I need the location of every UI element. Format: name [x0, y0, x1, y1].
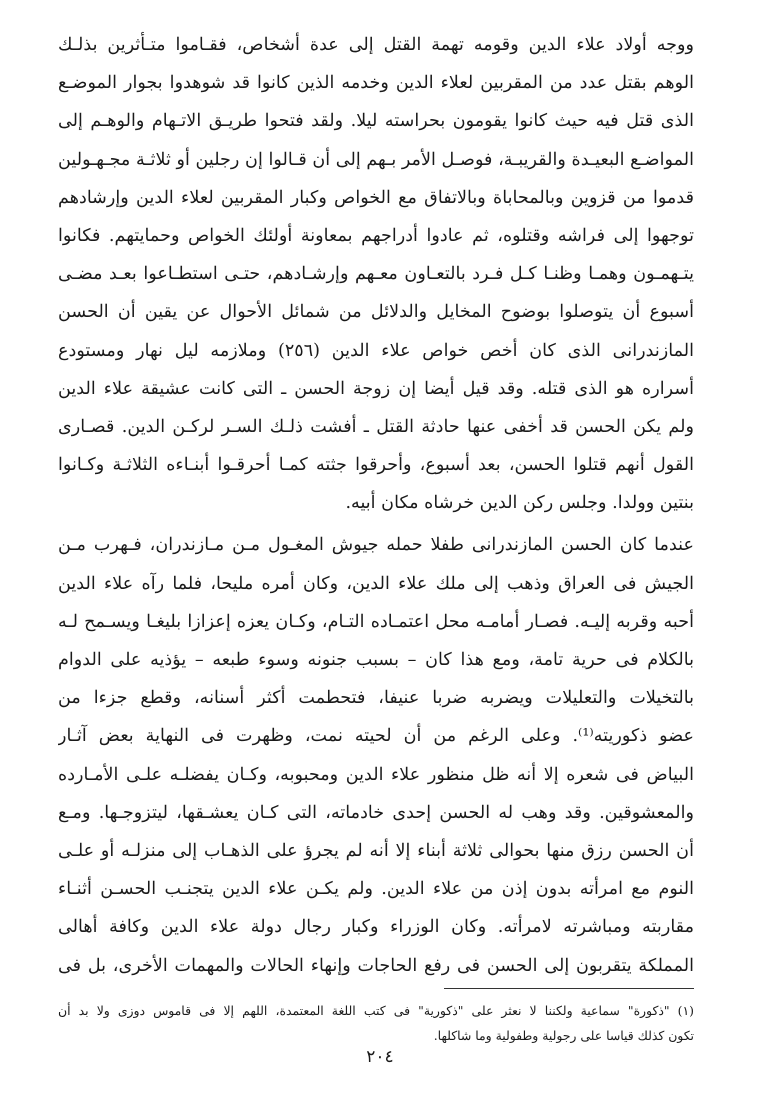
body-text [58, 26, 694, 985]
text-line: أحبه وقربه إليـه. فصـار أمامـه محل اعتمـاده التـام، وكـان يعزه إعزازا بليغـا ويسـمح لـه [58, 611, 694, 632]
footnote-line: تكون كذلك قياسا على رجولية وطفولية وما شاكلها. [433, 1028, 694, 1043]
text-line: المازندرانى الذى كان أخص خواص علاء الدين (٢٥٦) وملازمه ليل نهار ومستودع [58, 340, 694, 361]
text-line: مقاربته ومباشرته لامرأته. وكان الوزراء وكبار رجال دولة علاء الدين وكافة أهالى [58, 917, 694, 938]
paragraph-1 [58, 26, 694, 522]
text-line: بالتخيلات والتعليلات ويضربه ضربا عنيفا، فتحطمت أكثر أسنانه، وقطع جزءا من [58, 688, 694, 709]
text-line: المملكة يتقربون إلى الحسن فى رفع الحاجات وإنهاء الحالات والمهمات الأخرى، بل فى [58, 955, 694, 976]
text-line: قدموا من قزوين وبالمحاباة وبالاتفاق مع الخواص وكبار المقربين لعلاء الدين وإرشادهم [58, 187, 694, 208]
text-line: بالكلام فى حرية تامة، ومع هذا كان – بسبب جنونه وسوء طبعه – يؤذيه على الدوام [58, 650, 694, 670]
text-line: ووجه أولاد علاء الدين وقومه تهمة القتل إلى عدة أشخاص، فقـاموا متـأثرين بذلـك [58, 35, 694, 55]
text-line: يتـهمـون وهمـا وظنـا كـل فـرد بالتعـاون معـهم وإرشـادهم، حتـى استطـاعوا بعـد مضـى [58, 264, 694, 285]
text-line: أن الحسن رزق منها بحوالى ثلاثة أبناء إلا أنه لم يجرؤ على الذهـاب إلى منزلـه أو علـى [58, 840, 694, 861]
text-line: والمعشوقين. وقد وهب له الحسن إحدى خادماته، التى كـان يعشـقها، ليتزوجـها. ومـع [58, 802, 694, 823]
text-line: الوهم بقتل عدد من المقربين لعلاء الدين وخدمه الذين كانوا قد شوهدوا بجوار الموضـع [58, 73, 694, 94]
text-line: المواضـع البعيـدة والقريبـة، فوصـل الأمر بـهم إلى أن قـالوا إن رجلين أو ثلاثـة مجـهـولين [58, 149, 694, 170]
text-line: القول أنهم قتلوا الحسن، بعد أسبوع، وأحرقوا جثته كمـا أحرقـوا أبنـاءه الثلاثـة وكـانوا [58, 455, 694, 476]
text-line: عندما كان الحسن المازندرانى طفلا حمله جيوش المغـول مـن مـازندران، فـهرب مـن [58, 535, 694, 556]
page-number: ٢٠٤ [366, 1047, 394, 1067]
text-line: أسراره هو الذى قتله. وقد قيل أيضا إن زوجة الحسن ـ التى كانت عشيقة علاء الدين [58, 378, 694, 399]
text-line: الجيش فى العراق وذهب إلى ملك علاء الدين، وكان أمره مليحا، فلما رآه علاء الدين [58, 573, 694, 594]
text-line: بنتين وولدا. وجلس ركن الدين خرشاه مكان أبيه. [345, 493, 694, 514]
text-line: ولم يكن الحسن قد أخفى عنها حادثة القتل ـ أفشت ذلـك السـر لركـن الدين. قصـارى [58, 416, 694, 437]
text-line: النوم مع امرأته بدون إذن من علاء الدين. ولم يكـن علاء الدين يتجنـب الحسـن أثنـاء [58, 879, 694, 900]
footnote-divider [444, 988, 694, 989]
footnote [58, 998, 694, 1048]
footnote-line: (١) "ذكورة" سماعية ولكننا لا نعثر على "ذكورية" فى كتب اللغة المعتمدة، اللهم إلا فى قاموس دوزى ولا بد أن [58, 1003, 694, 1018]
text-line: توجهوا إلى فراشه وقتلوه، ثم عادوا أدراجهم بمعاونة أولئك الخواص وحمايتهم. فكانوا [58, 225, 694, 246]
text-line: الذى قتل فيه حيث كانوا يقومون بحراسته ليلا. ولقد فتحوا طريـق الاتـهام والوهـم إلى [58, 111, 694, 132]
paragraph-2 [58, 526, 694, 984]
text-line: البياض فى شعره إلا أنه ظل منظور علاء الدين ومحبوبه، وكـان يفضلـه علـى الأمـارده [58, 764, 694, 785]
text-line: أسبوع أن يتوصلوا بوضوح المخايل والدلائل من شمائل الأحوال عن يقين أن الحسن [58, 302, 694, 323]
text-line: عضو ذكوريته⁽¹⁾. وعلى الرغم من أن لحيته نمت، وظهرت فى النهاية بعض آثـار [58, 726, 694, 747]
